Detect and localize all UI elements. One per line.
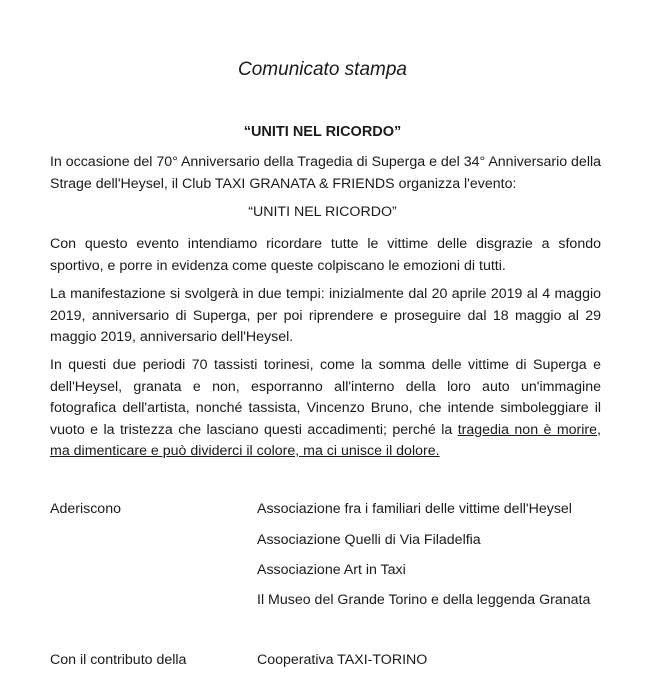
paragraph-dates: [50, 284, 601, 349]
contribution-value: Cooperativa TAXI-TORINO: [257, 652, 428, 668]
document-title: Comunicato stampa: [238, 59, 407, 80]
paragraph-purpose: [50, 234, 601, 277]
text-line: [50, 441, 601, 463]
text-line: Con questo evento intendiamo ricordare tutte le vittime delle disgrazie a sfondo: [50, 236, 601, 252]
intro-paragraph: [50, 152, 601, 195]
text-line: 2019, anniversario di Superga, per poi riprendere e proseguire dal 18 maggio al 29: [50, 307, 601, 324]
underlined-quote: tragedia non è morire,: [457, 421, 601, 438]
text-line: La manifestazione si svolgerà in due tempi: inizialmente dal 20 aprile 2019 al 4 maggio: [50, 286, 601, 302]
contribution-label: Con il contributo della: [50, 652, 187, 668]
underlined-quote: ma dimenticare e può dividerci il colore, ma ci unisce il dolore.: [50, 443, 440, 459]
text-line: Strage dell'Heysel, il Club TAXI GRANATA & FRIENDS organizza l'evento:: [50, 175, 517, 192]
adherents-label: Aderiscono: [50, 501, 121, 517]
text-line: In questi due periodi 70 tassisti torinesi, come la somma delle vittime di Superga e: [50, 357, 601, 373]
adherent-item: Associazione fra i familiari delle vittime dell'Heysel: [257, 501, 572, 517]
text-line: sportivo, e porre in evidenza come queste colpiscano le emozioni di tutti.: [50, 257, 506, 274]
text-line: fotografica dell'artista, nonché tassista, Vincenzo Bruno, che intende simboleggiare il: [50, 400, 601, 416]
adherent-item: Associazione Art in Taxi: [257, 562, 406, 578]
event-heading: “UNITI NEL RICORDO”: [243, 124, 402, 140]
text-line: dell'Heysel, granata e non, esporranno all'interno della loro auto un'immagine: [50, 378, 601, 395]
text-line: [50, 420, 601, 442]
text-line: maggio 2019, anniversario dell'Heysel.: [50, 329, 294, 345]
event-name: “UNITI NEL RICORDO”: [248, 204, 397, 220]
text-line: In occasione del 70° Anniversario della Tragedia di Superga e del 34° Anniversario della: [50, 154, 601, 170]
paragraph-details: [50, 355, 601, 463]
adherent-item: Il Museo del Grande Torino e della leggenda Granata: [257, 592, 591, 608]
text-segment: vuoto e la tristezza che lasciano questi accadimenti; perché la: [50, 421, 458, 438]
adherent-item: Associazione Quelli di Via Filadelfia: [257, 532, 481, 548]
